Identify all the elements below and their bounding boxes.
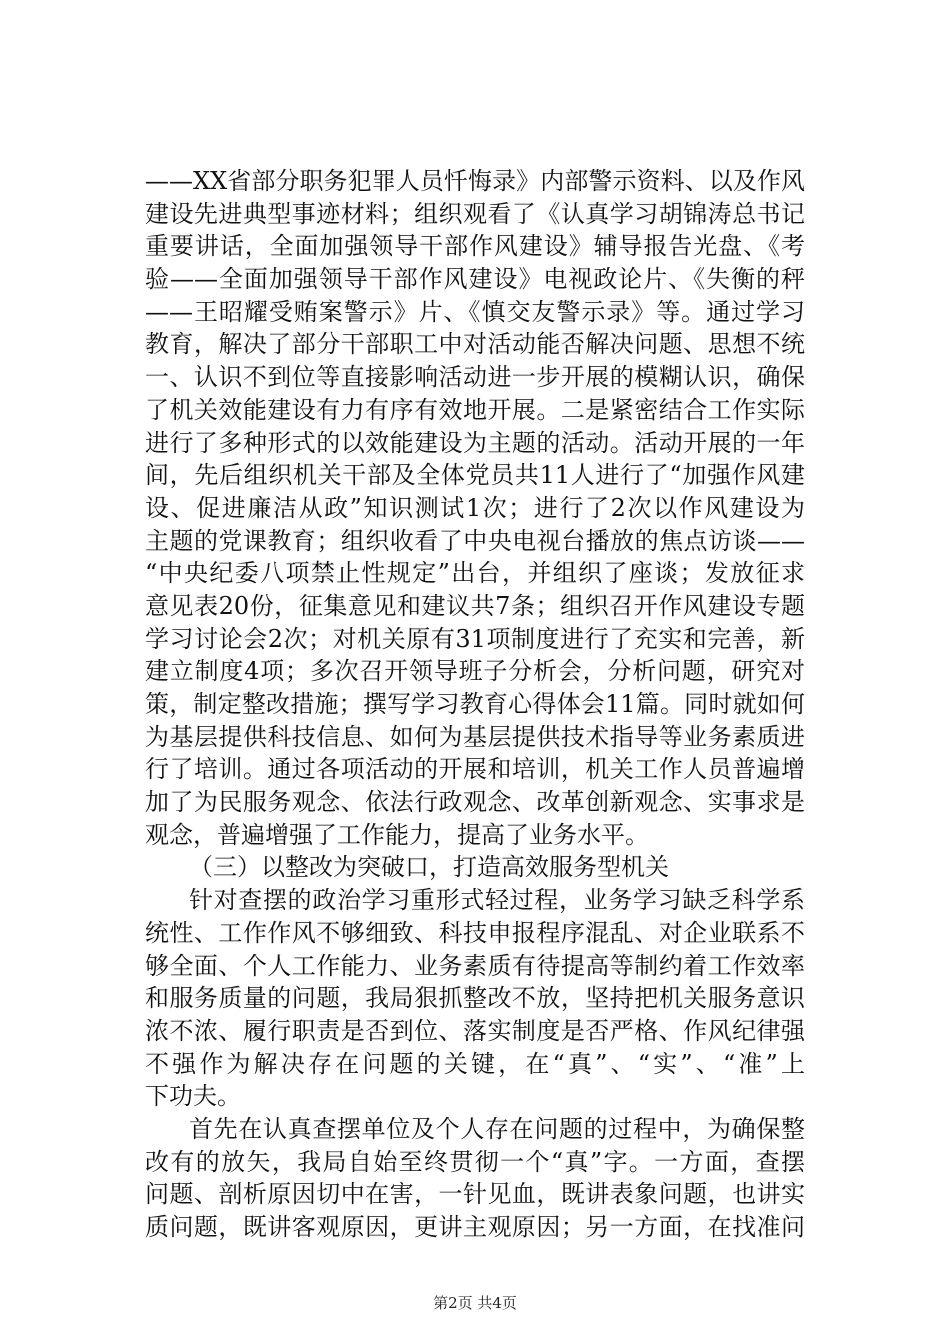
text-line: 一、认识不到位等直接影响活动进一步开展的模糊认识，确保 — [145, 363, 805, 392]
text-line: 观念，普遍增强了工作能力，提高了业务水平。 — [145, 820, 649, 849]
text-line: 和服务质量的问题，我局狠抓整改不放，坚持把机关服务意识 — [145, 984, 805, 1013]
text-line: 下功夫。 — [145, 1082, 241, 1111]
text-line: 建立制度4项；多次召开领导班子分析会，分析问题，研究对 — [145, 657, 805, 686]
text-line: 重要讲话，全面加强领导干部作风建设》辅导报告光盘、《考 — [145, 232, 805, 261]
text-line: 针对查摆的政治学习重形式轻过程，业务学习缺乏科学系 — [189, 886, 805, 915]
text-line: 了机关效能建设有力有序有效地开展。二是紧密结合工作实际 — [145, 395, 805, 424]
text-line: 教育，解决了部分干部职工中对活动能否解决问题、思想不统 — [145, 330, 805, 359]
text-line: 进行了多种形式的以效能建设为主题的活动。活动开展的一年 — [145, 428, 805, 457]
text-line: 浓不浓、履行职责是否到位、落实制度是否严格、作风纪律强 — [145, 1016, 805, 1045]
text-line: 验——全面加强领导干部作风建设》电视政论片、《失衡的秤 — [145, 265, 805, 294]
text-line: “中央纪委八项禁止性规定”出台，并组织了座谈；发放征求 — [145, 559, 805, 588]
document-body — [145, 165, 805, 1244]
text-line: 统性、工作作风不够细致、科技申报程序混乱、对企业联系不 — [145, 918, 805, 947]
page-number-footer: 第2页 共4页 — [433, 1294, 517, 1312]
text-line: 意见表20份，征集意见和建议共7条；组织召开作风建设专题 — [145, 591, 805, 620]
text-line: ——王昭耀受贿案警示》片、《慎交友警示录》等。通过学习 — [145, 297, 805, 326]
text-line: 策，制定整改措施；撰写学习教育心得体会11篇。同时就如何 — [145, 690, 805, 718]
text-line: 质问题，既讲客观原因，更讲主观原因；另一方面，在找准问 — [145, 1213, 805, 1241]
text-line: 为基层提供科技信息、如何为基层提供技术指导等业务素质进 — [145, 722, 805, 751]
text-line: 改有的放矢，我局自始至终贯彻一个“真”字。一方面，查摆 — [145, 1147, 805, 1176]
text-line: 间，先后组织机关干部及全体党员共11人进行了“加强作风建 — [145, 461, 805, 490]
text-line: 行了培训。通过各项活动的开展和培训，机关工作人员普遍增 — [145, 755, 805, 784]
text-line: 首先在认真查摆单位及个人存在问题的过程中，为确保整 — [189, 1114, 805, 1143]
text-line: ——XX省部分职务犯罪人员忏悔录》内部警示资料、以及作风 — [145, 167, 805, 195]
section-heading: （三）以整改为突破口，打造高效服务型机关 — [189, 853, 669, 882]
text-line: 主题的党课教育；组织收看了中央电视台播放的焦点访谈—— — [145, 526, 805, 555]
text-line: 设、促进廉洁从政”知识测试1次；进行了2次以作风建设为 — [145, 493, 805, 522]
text-line: 问题、剖析原因切中在害，一针见血，既讲表象问题，也讲实 — [145, 1180, 805, 1209]
text-line: 够全面、个人工作能力、业务素质有待提高等制约着工作效率 — [145, 951, 805, 980]
text-line: 不强作为解决存在问题的关键，在“真”、“实”、“准”上 — [145, 1049, 805, 1078]
text-line: 学习讨论会2次；对机关原有31项制度进行了充实和完善，新 — [145, 624, 805, 653]
text-line: 加了为民服务观念、依法行政观念、改革创新观念、实事求是 — [145, 788, 805, 817]
text-line: 建设先进典型事迹材料；组织观看了《认真学习胡锦涛总书记 — [145, 199, 805, 228]
